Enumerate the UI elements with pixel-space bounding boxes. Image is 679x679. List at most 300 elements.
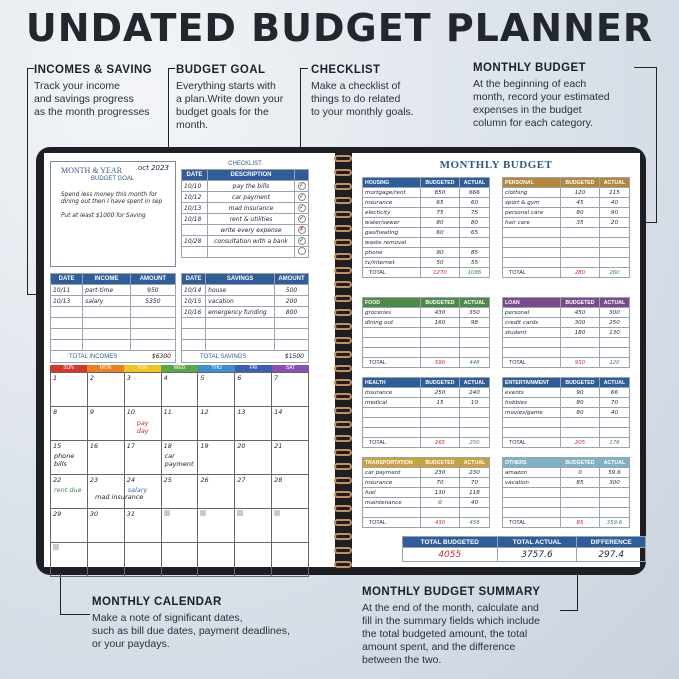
budget-actual: 130 xyxy=(599,328,629,338)
calendar-day[interactable] xyxy=(198,509,235,543)
checkbox-circle-icon[interactable]: ✓ xyxy=(298,238,305,244)
budget-item xyxy=(503,418,561,428)
budget-item: hair care xyxy=(503,218,561,228)
calendar-day[interactable] xyxy=(88,509,125,543)
calendar-day[interactable] xyxy=(162,441,199,475)
column-budgeted: BUDGETED xyxy=(561,178,600,188)
calendar-day[interactable] xyxy=(125,407,162,441)
budget-actual xyxy=(459,508,489,518)
calendar-day-number: 27 xyxy=(237,476,246,484)
income-date: 10/13 xyxy=(51,296,83,307)
budget-item: medical xyxy=(363,398,421,408)
budget-total-budgeted: 265 xyxy=(421,438,460,448)
budget-budgeted xyxy=(561,428,600,438)
checklist-header-date: DATE xyxy=(182,170,208,181)
budget-item: sport & gym xyxy=(503,198,561,208)
calendar-note: rent due xyxy=(54,486,82,494)
budget-row xyxy=(363,408,490,418)
checklist-check-cell xyxy=(295,236,309,247)
calendar-day[interactable] xyxy=(125,373,162,407)
savings-section xyxy=(181,273,309,363)
budget-item: groceries xyxy=(363,308,421,318)
budget-budgeted: 75 xyxy=(421,208,460,218)
budget-budgeted xyxy=(561,238,600,248)
checklist-description: rent & utilities xyxy=(208,214,295,225)
budget-budgeted: 70 xyxy=(421,478,460,488)
calendar-day[interactable] xyxy=(51,407,88,441)
budget-total-row xyxy=(363,438,490,448)
calendar-day[interactable] xyxy=(272,509,309,543)
calendar-day[interactable] xyxy=(162,407,199,441)
calendar-day-number: 28 xyxy=(274,476,283,484)
budget-actual: 230 xyxy=(459,468,489,478)
calendar-day[interactable] xyxy=(235,441,272,475)
checkbox-circle-icon[interactable]: ✓ xyxy=(298,194,305,200)
weekday-thu: THU xyxy=(198,365,235,372)
budget-actual: 20 xyxy=(599,218,629,228)
calendar-day[interactable] xyxy=(88,475,125,509)
category-name: OTHERS xyxy=(503,458,561,468)
budget-budgeted xyxy=(421,348,460,358)
calendar-day[interactable] xyxy=(162,543,199,577)
callout-heading: INCOMES & SAVING xyxy=(34,64,153,76)
budget-row xyxy=(363,318,490,328)
calendar-day[interactable] xyxy=(235,509,272,543)
summary-header-total-actual: TOTAL ACTUAL xyxy=(497,537,577,548)
leader-line xyxy=(577,574,578,610)
calendar-day-number: 10 xyxy=(126,408,135,416)
calendar-day[interactable] xyxy=(235,543,272,577)
column-actual: ACTUAL xyxy=(459,298,489,308)
checkbox-circle-icon[interactable]: ✓ xyxy=(298,183,305,189)
column-budgeted: BUDGETED xyxy=(421,458,460,468)
budget-actual xyxy=(599,258,629,268)
monthly-calendar xyxy=(50,365,309,577)
budget-row xyxy=(503,308,630,318)
budget-category-transportation xyxy=(362,457,490,528)
weekday-sat: SAT xyxy=(272,365,309,372)
checklist-date xyxy=(182,225,208,236)
category-name: ENTERTAINMENT xyxy=(503,378,561,388)
budget-row xyxy=(503,248,630,258)
budget-budgeted: 230 xyxy=(421,468,460,478)
calendar-day[interactable] xyxy=(198,407,235,441)
budget-budgeted xyxy=(561,258,600,268)
budget-budgeted: 90 xyxy=(561,388,600,398)
checklist-section xyxy=(181,161,309,258)
planner-book xyxy=(36,147,646,575)
leader-line xyxy=(168,68,175,69)
budget-item xyxy=(503,488,561,498)
budget-total-budgeted: 430 xyxy=(421,518,460,528)
spiral-ring xyxy=(334,295,352,302)
budget-item: personal xyxy=(503,308,561,318)
column-actual: ACTUAL xyxy=(599,298,629,308)
budget-category-loan xyxy=(502,297,630,368)
budget-category-others xyxy=(502,457,630,528)
income-amount xyxy=(130,329,175,340)
budget-category-food xyxy=(362,297,490,368)
leader-line xyxy=(634,67,656,68)
budget-item: fuel xyxy=(363,488,421,498)
savings-header-date: DATE xyxy=(182,274,206,285)
savings-amount: 500 xyxy=(275,285,309,296)
budget-budgeted xyxy=(421,328,460,338)
budget-row xyxy=(363,468,490,478)
calendar-day[interactable] xyxy=(88,441,125,475)
income-total xyxy=(50,351,176,363)
calendar-day[interactable] xyxy=(88,373,125,407)
budget-item: hobbies xyxy=(503,398,561,408)
budget-row xyxy=(503,328,630,338)
calendar-day[interactable] xyxy=(162,373,199,407)
calendar-day-number: 21 xyxy=(274,442,283,450)
budget-item: electicity xyxy=(363,208,421,218)
category-name: TRANSPORTATION xyxy=(363,458,421,468)
budget-item xyxy=(503,348,561,358)
budget-actual xyxy=(459,418,489,428)
savings-table xyxy=(181,273,309,351)
budget-total-label: TOTAL xyxy=(363,268,421,278)
savings-row xyxy=(182,318,309,329)
calendar-day-number: 20 xyxy=(237,442,246,450)
savings-row xyxy=(182,307,309,318)
calendar-day[interactable] xyxy=(198,373,235,407)
calendar-day-number: 30 xyxy=(89,510,99,518)
savings-row xyxy=(182,329,309,340)
budget-item: insurance xyxy=(363,478,421,488)
budget-total-row xyxy=(503,358,630,368)
budget-item xyxy=(503,338,561,348)
cross-icon[interactable]: ✗ xyxy=(298,227,305,233)
budget-total-row xyxy=(503,438,630,448)
budget-actual: 60 xyxy=(459,198,489,208)
spiral-ring xyxy=(334,547,352,554)
budget-actual: 300 xyxy=(599,478,629,488)
savings-item: house xyxy=(206,285,275,296)
budget-budgeted: 35 xyxy=(561,218,600,228)
calendar-day[interactable] xyxy=(125,441,162,475)
calendar-day-number: 8 xyxy=(53,408,58,416)
column-actual: ACTUAL xyxy=(599,178,629,188)
budget-category-header xyxy=(363,178,490,188)
budget-total-row xyxy=(503,518,630,528)
budget-row xyxy=(363,508,490,518)
budget-budgeted xyxy=(421,508,460,518)
budget-row xyxy=(503,498,630,508)
budget-total-row xyxy=(363,268,490,278)
category-name: HOUSING xyxy=(363,178,421,188)
budget-category-entertainment xyxy=(502,377,630,448)
checklist-check-cell xyxy=(295,203,309,214)
calendar-day[interactable] xyxy=(88,407,125,441)
budget-actual: 350 xyxy=(459,308,489,318)
calendar-day[interactable] xyxy=(272,475,309,509)
budget-item: movies/game xyxy=(503,408,561,418)
calendar-day[interactable] xyxy=(51,543,88,577)
budget-actual xyxy=(599,418,629,428)
budget-row xyxy=(363,398,490,408)
calendar-note: mad insurance xyxy=(95,493,144,501)
calendar-day[interactable] xyxy=(125,475,162,509)
budget-row xyxy=(363,328,490,338)
checklist-description xyxy=(208,247,295,258)
calendar-day[interactable] xyxy=(125,543,162,577)
budget-row xyxy=(363,248,490,258)
summary-total-actual: 3757.6 xyxy=(497,548,577,562)
checklist-row xyxy=(182,236,309,247)
checkbox-circle-icon[interactable] xyxy=(298,247,306,255)
budget-category-table xyxy=(502,457,630,528)
calendar-day-number: 31 xyxy=(126,510,135,518)
income-section xyxy=(50,273,176,363)
savings-item xyxy=(206,318,275,329)
calendar-day[interactable] xyxy=(235,407,272,441)
budget-actual: 66 xyxy=(599,388,629,398)
budget-item: clothing xyxy=(503,188,561,198)
calendar-day-number: 1 xyxy=(53,374,58,382)
checklist-check-cell xyxy=(295,247,309,258)
budget-total-actual: 120 xyxy=(599,358,629,368)
calendar-day-number: 9 xyxy=(89,408,94,416)
budget-item xyxy=(503,238,561,248)
blank-marker xyxy=(164,510,170,516)
budget-item: events xyxy=(503,388,561,398)
column-actual: ACTUAL xyxy=(599,458,629,468)
calendar-day[interactable] xyxy=(88,543,125,577)
budget-item xyxy=(503,428,561,438)
budget-summary-table xyxy=(402,536,646,562)
income-row xyxy=(51,318,176,329)
budget-budgeted: 90 xyxy=(421,248,460,258)
budget-item xyxy=(503,228,561,238)
income-total-label: TOTAL INCOMES xyxy=(69,354,118,360)
income-date xyxy=(51,307,83,318)
budget-item xyxy=(503,508,561,518)
budget-total-budgeted: 85 xyxy=(561,518,600,528)
calendar-day[interactable] xyxy=(272,543,309,577)
budget-category-header xyxy=(363,298,490,308)
budget-budgeted xyxy=(561,418,600,428)
savings-date xyxy=(182,318,206,329)
calendar-day[interactable] xyxy=(51,475,88,509)
callout-heading: MONTHLY BUDGET xyxy=(473,62,586,74)
budget-budgeted: 80 xyxy=(561,398,600,408)
budget-category-housing xyxy=(362,177,490,278)
spiral-ring xyxy=(334,197,352,204)
calendar-grid xyxy=(50,372,309,577)
budget-item xyxy=(363,338,421,348)
budget-row xyxy=(503,478,630,488)
callout-checklist: CHECKLIST Make a checklist of things to do related to your monthly goals. xyxy=(311,64,451,119)
calendar-note: pay day xyxy=(136,419,149,435)
calendar-day-number: 3 xyxy=(126,374,131,382)
budget-item: gas/heating xyxy=(363,228,421,238)
checklist-table xyxy=(181,169,309,258)
budget-budgeted: 300 xyxy=(561,318,600,328)
budget-budgeted: 850 xyxy=(421,188,460,198)
budget-budgeted: 450 xyxy=(561,308,600,318)
calendar-note: phone bills xyxy=(54,452,75,468)
leader-line xyxy=(560,610,578,611)
checkbox-circle-icon[interactable]: ✓ xyxy=(298,216,305,222)
income-item xyxy=(83,329,131,340)
callout-goal: BUDGET GOAL Everything starts with a plan.Write down your budget goals for the month. xyxy=(176,64,301,132)
budget-actual xyxy=(599,348,629,358)
spiral-ring xyxy=(334,477,352,484)
column-actual: ACTUAL xyxy=(459,378,489,388)
budget-actual: 115 xyxy=(599,188,629,198)
calendar-day[interactable] xyxy=(235,475,272,509)
calendar-day[interactable] xyxy=(272,441,309,475)
budget-budgeted xyxy=(561,228,600,238)
summary-header-difference: DIFFERENCE xyxy=(577,537,646,548)
budget-row xyxy=(363,198,490,208)
leader-line xyxy=(27,68,28,294)
budget-total-budgeted: 930 xyxy=(561,358,600,368)
calendar-day[interactable] xyxy=(198,543,235,577)
budget-item xyxy=(363,428,421,438)
summary-difference: 297.4 xyxy=(577,548,646,562)
budget-item: waste removal xyxy=(363,238,421,248)
calendar-day-number: 25 xyxy=(163,476,172,484)
spiral-ring xyxy=(334,393,352,400)
calendar-day[interactable] xyxy=(235,373,272,407)
budget-total-row xyxy=(363,518,490,528)
calendar-day[interactable] xyxy=(162,475,199,509)
checklist-row xyxy=(182,214,309,225)
savings-total-value: $1500 xyxy=(284,353,304,360)
budget-actual: 65 xyxy=(459,228,489,238)
spiral-ring xyxy=(334,505,352,512)
budget-category-table xyxy=(362,177,490,278)
calendar-day[interactable] xyxy=(272,373,309,407)
calendar-day-number: 19 xyxy=(200,442,209,450)
savings-amount xyxy=(275,318,309,329)
calendar-day-number: 2 xyxy=(89,374,94,382)
spiral-ring xyxy=(334,183,352,190)
budget-category-table xyxy=(362,297,490,368)
income-row xyxy=(51,340,176,351)
income-date xyxy=(51,340,83,351)
savings-date: 10/14 xyxy=(182,285,206,296)
budget-budgeted xyxy=(561,248,600,258)
budget-budgeted: 130 xyxy=(421,488,460,498)
budget-budgeted xyxy=(421,408,460,418)
budget-actual xyxy=(599,508,629,518)
calendar-day[interactable] xyxy=(162,509,199,543)
checkbox-circle-icon[interactable]: ✓ xyxy=(298,205,305,211)
calendar-day-number: 23 xyxy=(89,476,99,484)
budget-item: credit cards xyxy=(503,318,561,328)
budget-category-header xyxy=(363,458,490,468)
calendar-day[interactable] xyxy=(125,509,162,543)
calendar-day[interactable] xyxy=(272,407,309,441)
income-total-value: $6300 xyxy=(151,353,171,360)
calendar-day-number: 24 xyxy=(126,476,135,484)
budget-actual: 70 xyxy=(599,398,629,408)
calendar-day[interactable] xyxy=(51,373,88,407)
spiral-ring xyxy=(334,407,352,414)
left-page xyxy=(44,153,335,567)
budget-budgeted: 50 xyxy=(421,258,460,268)
budget-budgeted: 180 xyxy=(561,328,600,338)
budget-row xyxy=(503,398,630,408)
budget-total-actual: 176 xyxy=(599,438,629,448)
budget-actual: 40 xyxy=(599,408,629,418)
budget-item: insurance xyxy=(363,198,421,208)
callout-heading: MONTHLY BUDGET SUMMARY xyxy=(362,586,541,598)
budget-actual xyxy=(599,428,629,438)
spiral-ring xyxy=(334,533,352,540)
summary-header-total-budgeted: TOTAL BUDGETED xyxy=(403,537,498,548)
column-budgeted: BUDGETED xyxy=(561,458,600,468)
budget-row xyxy=(503,468,630,478)
budget-budgeted xyxy=(561,488,600,498)
checklist-date: 10/12 xyxy=(182,192,208,203)
calendar-day[interactable] xyxy=(198,475,235,509)
budget-total-label: TOTAL xyxy=(363,518,421,528)
calendar-day-number: 12 xyxy=(200,408,209,416)
savings-row xyxy=(182,340,309,351)
checklist-description: write every expense xyxy=(208,225,295,236)
budget-total-budgeted: 280 xyxy=(561,268,600,278)
callout-summary: MONTHLY BUDGET SUMMARY At the end of the month, calculate and fill in the summary fields which include the total budgeted amount, the total amount spent, and the difference between the two. xyxy=(362,586,582,667)
spiral-ring xyxy=(334,323,352,330)
budget-row xyxy=(503,488,630,498)
calendar-day[interactable] xyxy=(198,441,235,475)
blank-marker xyxy=(237,510,243,516)
budget-row xyxy=(363,188,490,198)
budget-actual xyxy=(459,328,489,338)
savings-date xyxy=(182,329,206,340)
budget-row xyxy=(363,208,490,218)
budget-total-actual: 359.6 xyxy=(599,518,629,528)
savings-item: emergency funding xyxy=(206,307,275,318)
budget-actual xyxy=(459,428,489,438)
spiral-ring xyxy=(334,267,352,274)
income-amount xyxy=(130,318,175,329)
calendar-day-number: 6 xyxy=(237,374,242,382)
budget-actual: 40 xyxy=(459,498,489,508)
budget-budgeted: 80 xyxy=(421,218,460,228)
budget-total-label: TOTAL xyxy=(503,518,561,528)
budget-row xyxy=(503,348,630,358)
budget-item xyxy=(363,508,421,518)
budget-row xyxy=(503,508,630,518)
budget-actual xyxy=(459,408,489,418)
calendar-day-number: 4 xyxy=(163,374,168,382)
budget-budgeted xyxy=(561,498,600,508)
spiral-ring xyxy=(334,491,352,498)
checklist-row xyxy=(182,247,309,258)
spiral-ring xyxy=(334,449,352,456)
income-header-amount: AMOUNT xyxy=(130,274,175,285)
savings-row xyxy=(182,296,309,307)
budget-row xyxy=(503,428,630,438)
budget-budgeted xyxy=(421,428,460,438)
budget-goal-label: BUDGET GOAL xyxy=(91,176,135,182)
budget-actual xyxy=(599,248,629,258)
budget-total-actual: 458 xyxy=(459,518,489,528)
budget-category-header xyxy=(503,178,630,188)
budget-row xyxy=(363,218,490,228)
budget-category-table xyxy=(502,377,630,448)
calendar-day-number: 16 xyxy=(89,442,99,450)
calendar-day[interactable] xyxy=(51,441,88,475)
category-name: FOOD xyxy=(363,298,421,308)
income-date xyxy=(51,329,83,340)
